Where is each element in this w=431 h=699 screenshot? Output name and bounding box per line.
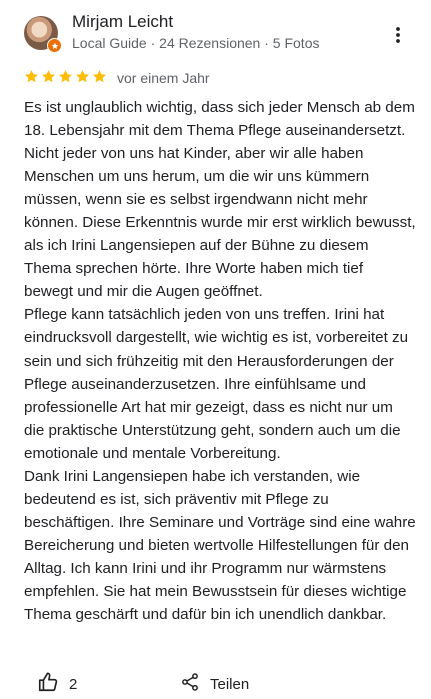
local-guide-badge-icon bbox=[47, 38, 62, 53]
star-icon bbox=[75, 69, 90, 84]
star-icon bbox=[92, 69, 107, 84]
share-icon bbox=[180, 672, 200, 696]
reviewer-name[interactable]: Mirjam Leicht bbox=[72, 12, 174, 31]
star-icon bbox=[58, 69, 73, 84]
thumb-up-icon bbox=[37, 671, 59, 697]
share-label: Teilen bbox=[210, 675, 250, 693]
star-icon bbox=[41, 69, 56, 84]
star-rating bbox=[24, 69, 107, 84]
like-count: 2 bbox=[69, 675, 78, 693]
like-button[interactable] bbox=[37, 671, 77, 697]
avatar[interactable] bbox=[24, 16, 58, 50]
star-icon bbox=[24, 69, 39, 84]
more-options-icon[interactable] bbox=[388, 23, 408, 47]
review-text: Es ist unglaublich wichtig, dass sich jeder Mensch ab dem 18. Lebensjahr mit dem Thema Pflege auseinandersetzt. Nicht jeder von uns hat Kinder, aber wir alle haben Menschen um uns herum, um die wir uns kümmern müssen, wenn sie es selbst irgendwann nicht mehr können. Diese Erkenntnis wurde mir erst wirklich bewusst, als ich Irini Langensiepen auf der Bühne zu diesem Thema sprechen hörte. Ihre Worte haben mich tief bewegt und mir die Augen geöffnet. Pflege kann tatsächlich jeden von uns treffen. Irini hat eindrucksvoll dargestellt, wie wichtig es ist, vorbereitet zu sein und sich frühzeitig mit den Herausforderungen der Pflege auseinanderzusetzen. Ihre einfühlsame und professionelle Art hat mir gezeigt, dass es nicht nur um die praktische Unterstützung geht, sondern auch um die emotionale und mentale Vorbereitung. Dank Irini Langensiepen habe ich verstanden, wie bedeutend es ist, sich präventiv mit Pflege zu beschäftigen. Ihre Seminare und Vorträge sind eine wahre Bereicherung und bieten wertvolle Hilfestellungen für den Alltag. Ich kann Irini und ihr Programm nur wärmstens empfehlen. Sie hat mein Bewusstsein für dieses wichtige Thema geschärft und dafür bin ich unendlich dankbar. bbox=[24, 99, 416, 624]
review-time: vor einem Jahr bbox=[117, 70, 210, 86]
reviewer-meta[interactable]: Local Guide · 24 Rezensionen · 5 Fotos bbox=[72, 35, 320, 51]
share-button[interactable] bbox=[180, 671, 249, 697]
